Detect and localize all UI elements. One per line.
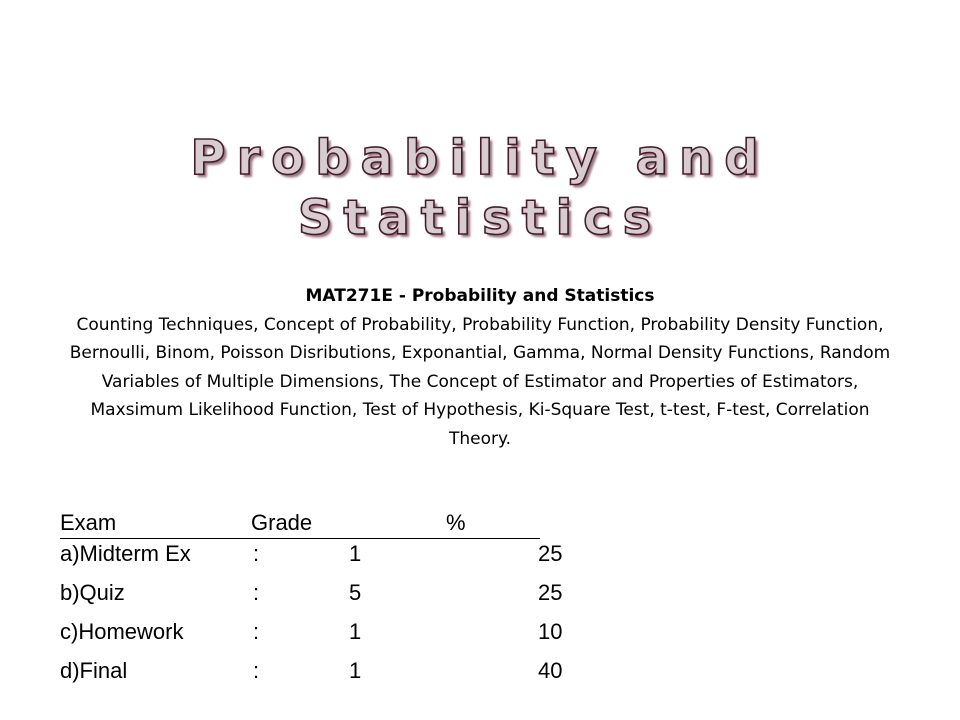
row-item: b)Quiz [60, 580, 125, 605]
row-grade: 1 [349, 658, 362, 683]
header-exam: Exam [60, 510, 117, 535]
row-separator: : [253, 580, 260, 605]
grading-table [60, 508, 563, 695]
row-percent: 25 [538, 580, 563, 605]
table-row [60, 656, 563, 695]
course-code-title: MAT271E - Probability and Statistics [305, 286, 655, 306]
table-row [60, 578, 563, 617]
row-grade: 1 [349, 541, 362, 566]
row-item: c)Homework [60, 619, 184, 644]
table-row [60, 617, 563, 656]
slide-title-line-1: Probability and [190, 130, 770, 186]
row-separator: : [253, 541, 260, 566]
table-row [60, 539, 563, 578]
row-grade: 5 [349, 580, 362, 605]
row-item: a)Midterm Ex [60, 541, 191, 566]
row-percent: 40 [538, 658, 563, 683]
row-separator: : [253, 658, 260, 683]
grading-table-header [60, 508, 540, 539]
header-percent: % [446, 510, 466, 535]
row-separator: : [253, 619, 260, 644]
row-percent: 10 [538, 619, 563, 644]
row-item: d)Final [60, 658, 128, 683]
slide-title [0, 128, 960, 248]
row-percent: 25 [538, 541, 563, 566]
row-grade: 1 [349, 619, 362, 644]
slide-title-line-2: Statistics [297, 190, 663, 246]
header-grade: Grade [251, 510, 313, 535]
course-description: Counting Techniques, Concept of Probability, Probability Function, Probability Density Function, Bernoulli, Binom, Poisson Disributions, Exponantial, Gamma, Normal Density Functions, Random Variables of Multiple Dimensions, The Concept of Estimator and Properties of Estimators, Maxsimum Likelihood Function, Test of Hypothesis, Ki-Square Test, t-test, F-test, Correlation Theory. [69, 314, 891, 449]
course-description-block [60, 282, 900, 454]
